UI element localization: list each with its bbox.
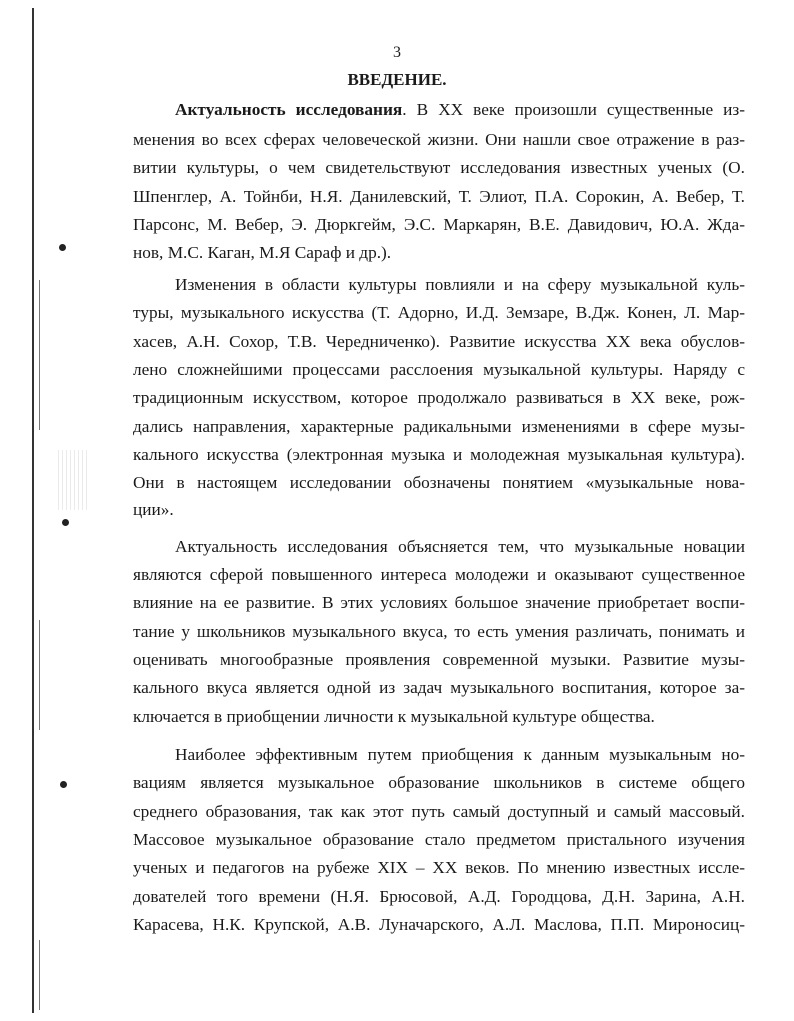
line-text: Парсонс, М. Вебер, Э. Дюркгейм, Э.С. Маркарян, В.Е. Давидович, Ю.А. Жда- (133, 215, 745, 234)
scan-edge-line (32, 8, 34, 1013)
line-text: Карасева, Н.К. Крупской, А.В. Луначарского, А.Л. Маслова, П.П. Мироносиц- (133, 915, 745, 934)
scan-edge-line (39, 940, 40, 1010)
line-text: Изменения в области культуры повлияли и на сферу музыкальной куль- (175, 275, 745, 294)
line-text: ученых и педагогов на рубеже XIX – XX веков. По мнению известных иссле- (133, 858, 745, 877)
text-line (133, 358, 745, 382)
line-text: традиционным искусством, которое продолжало развиваться в XX веке, рож- (133, 388, 745, 407)
line-text: Актуальность исследования объясняется тем, что музыкальные новации (175, 537, 745, 556)
punch-hole-mark (59, 244, 66, 251)
text-line (133, 301, 745, 325)
line-text: кального вкуса является одной из задач музыкального воспитания, которое за- (133, 678, 745, 697)
text-line (133, 705, 745, 729)
line-text: . В XX веке произошли существенные из- (402, 100, 745, 119)
text-line (175, 273, 745, 297)
line-text: вациям является музыкальное образование школьников в системе общего (133, 773, 745, 792)
line-text: влияние на ее развитие. В этих условиях большое значение приобретает воспи- (133, 593, 745, 612)
text-line (175, 743, 745, 767)
text-line (133, 828, 745, 852)
punch-hole-mark (60, 781, 67, 788)
line-text: среднего образования, так как этот путь самый доступный и самый массовый. (133, 802, 745, 821)
line-text: дались направления, характерные радикальными изменениями в сфере музы- (133, 417, 745, 436)
line-text: Массовое музыкальное образование стало предметом пристального изучения (133, 830, 745, 849)
line-text: дователей того времени (Н.Я. Брюсовой, А.Д. Городцова, Д.Н. Зарина, А.Н. (133, 887, 745, 906)
scan-noise (58, 450, 88, 510)
line-text: тание у школьников музыкального вкуса, то есть умения различать, понимать и (133, 622, 745, 641)
line-text: нов, М.С. Каган, М.Я Сараф и др.). (133, 243, 392, 262)
punch-hole-mark (62, 519, 69, 526)
text-line (175, 98, 745, 122)
line-text: ключается в приобщении личности к музыкальной культуре общества. (133, 707, 655, 726)
text-line (133, 771, 745, 795)
text-line (133, 648, 745, 672)
line-text: лено сложнейшими процессами расслоения музыкальной культуры. Наряду с (133, 360, 745, 379)
text-line (133, 213, 745, 237)
scan-edge-line (39, 620, 40, 730)
line-text: менения во всех сферах человеческой жизни. Они нашли свое отражение в раз- (133, 130, 745, 149)
text-line (133, 856, 745, 880)
line-text: кального искусства (электронная музыка и молодежная музыкальная культура). (133, 445, 745, 464)
text-line (133, 156, 745, 180)
text-line (133, 676, 745, 700)
text-line (133, 913, 745, 937)
text-line (133, 591, 745, 615)
line-text: Наиболее эффективным путем приобщения к данным музыкальным но- (175, 745, 745, 764)
text-line (133, 620, 745, 644)
page-number: 3 (393, 44, 401, 61)
scan-edge-line (39, 280, 40, 430)
line-text: туры, музыкального искусства (Т. Адорно, И.Д. Земзаре, В.Дж. Конен, Л. Мар- (133, 303, 745, 322)
line-text: Шпенглер, А. Тойнби, Н.Я. Данилевский, Т. Элиот, П.А. Сорокин, А. Вебер, Т. (133, 187, 745, 206)
page-title: ВВЕДЕНИЕ. (347, 70, 447, 89)
text-line (133, 241, 745, 265)
line-text: оценивать многообразные проявления современной музыки. Развитие музы- (133, 650, 745, 669)
text-line (133, 330, 745, 354)
text-line (133, 128, 745, 152)
line-text: являются сферой повышенного интереса молодежи и оказывают существенное (133, 565, 745, 584)
text-line (133, 563, 745, 587)
text-line (133, 885, 745, 909)
text-line (133, 800, 745, 824)
text-line (133, 443, 745, 467)
line-text: хасев, А.Н. Сохор, Т.В. Чередниченко). Развитие искусства XX века обуслов- (133, 332, 745, 351)
text-line (133, 415, 745, 439)
text-line (133, 185, 745, 209)
text-line (133, 471, 745, 495)
line-text: витии культуры, о чем свидетельствуют исследования известных ученых (О. (133, 158, 745, 177)
line-text: ции». (133, 500, 174, 519)
line-text (175, 100, 745, 119)
bold-lead: Актуальность исследования (175, 100, 403, 119)
text-line (175, 535, 745, 559)
text-line (133, 498, 745, 522)
text-line (133, 386, 745, 410)
line-text: Они в настоящем исследовании обозначены понятием «музыкальные нова- (133, 473, 745, 492)
